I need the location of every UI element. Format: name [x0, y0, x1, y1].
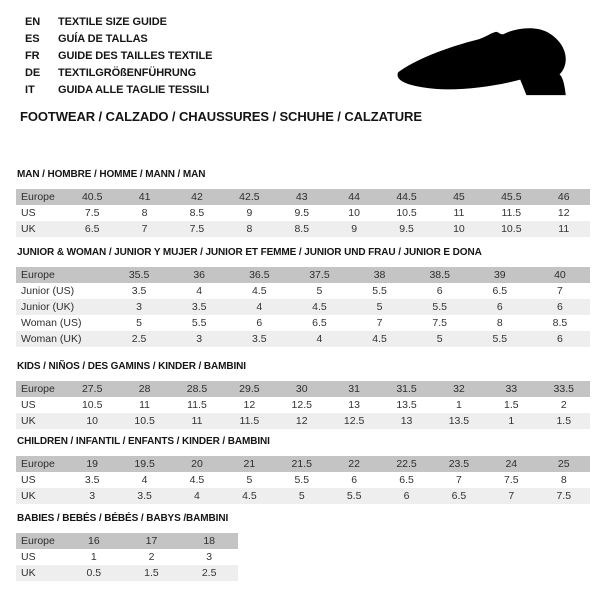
size-cell: 36.5: [249, 269, 270, 281]
size-cell: 7.5: [556, 490, 572, 502]
size-cell: 6.5: [451, 490, 467, 502]
size-cell: 1.5: [504, 399, 519, 411]
size-cell: 2: [560, 399, 567, 411]
size-cell: 11: [453, 207, 465, 219]
table-row: [16, 456, 590, 472]
table-row: [16, 299, 590, 315]
size-cell: 22.5: [396, 458, 417, 470]
table-row: [16, 267, 590, 283]
table-row: [16, 283, 590, 299]
size-cell: 8.5: [189, 207, 205, 219]
size-cell: 3.5: [252, 333, 267, 345]
table-row: [16, 221, 590, 237]
size-cell: 8.5: [552, 317, 568, 329]
size-cell: 18: [203, 535, 215, 547]
size-table-children: [16, 456, 590, 504]
row-label-cell: Junior (UK): [21, 301, 75, 313]
table-row: [16, 549, 238, 565]
size-cell: 6: [496, 301, 503, 313]
size-cell: 23.5: [448, 458, 470, 470]
size-cell: 4: [194, 490, 200, 502]
size-cell: 1: [456, 399, 462, 411]
size-cell: 22: [348, 458, 360, 470]
size-cell: 5: [136, 317, 142, 329]
size-cell: 3.5: [137, 490, 152, 502]
size-cell: 7: [557, 285, 563, 297]
size-cell: 44.5: [396, 191, 417, 203]
size-cell: 40.5: [81, 191, 103, 203]
row-label-cell: UK: [21, 567, 36, 579]
table-row: [16, 331, 590, 347]
size-cell: 21.5: [291, 458, 312, 470]
size-cell: 3.5: [191, 301, 207, 313]
language-code: EN: [25, 15, 41, 28]
size-cell: 4: [196, 285, 203, 297]
size-cell: 6: [256, 317, 263, 329]
row-label-cell: UK: [21, 223, 36, 235]
row-label-cell: US: [21, 474, 36, 486]
size-cell: 3: [136, 301, 142, 313]
size-cell: 10.5: [81, 399, 103, 411]
row-label-cell: Europe: [21, 458, 55, 470]
size-cell: 9: [246, 207, 253, 219]
row-label-cell: Woman (UK): [21, 333, 82, 345]
section-children: [16, 436, 590, 504]
row-label-cell: Europe: [21, 383, 55, 395]
size-cell: 20: [191, 458, 203, 470]
size-cell: 7: [376, 317, 383, 329]
size-cell: 7: [508, 490, 515, 502]
row-label-cell: Junior (US): [21, 285, 75, 297]
size-cell: 11: [191, 415, 203, 427]
size-table-babies: [16, 533, 238, 581]
section-babies: [16, 513, 238, 581]
row-label-cell: Europe: [21, 269, 55, 281]
language-label: TEXTILGRÖßENFÜHRUNG: [58, 66, 197, 79]
language-row-fr: [25, 47, 212, 64]
size-cell: 30: [295, 383, 308, 395]
size-cell: 4: [141, 474, 148, 486]
size-cell: 7.5: [432, 317, 447, 329]
section-title: BABIES / BEBÉS / BÉBÉS / BABYS /BAMBINI: [17, 513, 229, 524]
size-cell: 7.5: [189, 223, 205, 235]
size-cell: 2.5: [131, 333, 147, 345]
size-cell: 4: [256, 301, 263, 313]
section-man: [16, 169, 590, 237]
table-row: [16, 315, 590, 331]
size-cell: 6.5: [312, 317, 327, 329]
size-cell: 12: [295, 415, 308, 427]
section-title: KIDS / NIÑOS / DES GAMINS / KINDER / BAMBINI: [17, 361, 246, 372]
size-cell: 45.5: [501, 191, 522, 203]
row-label-cell: US: [21, 399, 36, 411]
size-cell: 28: [138, 383, 151, 395]
size-cell: 1.5: [556, 415, 572, 427]
size-cell: 7.5: [504, 474, 519, 486]
size-cell: 44: [348, 191, 360, 203]
size-cell: 31.5: [396, 383, 417, 395]
size-cell: 35.5: [128, 269, 150, 281]
section-junior-woman: [16, 247, 590, 347]
table-row: [16, 565, 238, 581]
row-label-cell: US: [21, 207, 36, 219]
table-row: [16, 397, 590, 413]
size-cell: 5.5: [492, 333, 508, 345]
size-cell: 12: [557, 207, 570, 219]
language-row-de: [25, 64, 212, 81]
size-cell: 42.5: [239, 191, 260, 203]
row-label-cell: Europe: [21, 191, 55, 203]
size-cell: 7: [456, 474, 462, 486]
size-cell: 5: [376, 301, 383, 313]
size-cell: 12.5: [291, 399, 312, 411]
language-code: IT: [25, 83, 35, 96]
size-cell: 19.5: [134, 458, 155, 470]
size-cell: 16: [87, 535, 100, 547]
row-label-cell: US: [21, 551, 36, 563]
size-cell: 45: [453, 191, 465, 203]
size-cell: 27.5: [81, 383, 103, 395]
size-cell: 10.5: [396, 207, 417, 219]
size-cell: 11: [139, 399, 151, 411]
size-cell: 13.5: [396, 399, 417, 411]
size-cell: 11.5: [501, 207, 522, 219]
size-cell: 13: [400, 415, 413, 427]
size-cell: 5: [436, 333, 443, 345]
size-cell: 36: [193, 269, 206, 281]
size-cell: 13.5: [448, 415, 470, 427]
table-row: [16, 381, 590, 397]
row-label-cell: UK: [21, 490, 36, 502]
language-code: DE: [25, 66, 41, 79]
size-cell: 5.5: [191, 317, 207, 329]
table-row: [16, 472, 590, 488]
size-cell: 1: [508, 415, 515, 427]
size-cell: 5.5: [346, 490, 362, 502]
table-row: [16, 488, 590, 504]
size-cell: 7.5: [84, 207, 100, 219]
size-cell: 8.5: [294, 223, 310, 235]
table-row: [16, 189, 590, 205]
size-cell: 8: [496, 317, 503, 329]
size-cell: 11.5: [239, 415, 260, 427]
size-cell: 6: [436, 285, 443, 297]
size-cell: 43: [295, 191, 308, 203]
size-cell: 33.5: [553, 383, 574, 395]
size-cell: 24: [505, 458, 518, 470]
language-row-es: [25, 30, 212, 47]
size-cell: 9.5: [399, 223, 414, 235]
language-code: ES: [25, 32, 40, 45]
section-kids: [16, 361, 590, 429]
size-cell: 10.5: [501, 223, 522, 235]
section-title: JUNIOR & WOMAN / JUNIOR Y MUJER / JUNIOR ET FEMME / JUNIOR UND FRAU / JUNIOR E DONA: [17, 247, 482, 258]
size-cell: 33: [505, 383, 518, 395]
size-cell: 11: [558, 223, 570, 235]
size-cell: 37.5: [309, 269, 330, 281]
size-cell: 2.5: [201, 567, 217, 579]
size-cell: 6.5: [84, 223, 100, 235]
size-cell: 6: [403, 490, 410, 502]
size-cell: 5: [246, 474, 253, 486]
size-cell: 6: [557, 333, 563, 345]
size-cell: 8: [141, 207, 148, 219]
size-cell: 5: [316, 285, 323, 297]
size-cell: 3: [89, 490, 96, 502]
size-cell: 28.5: [186, 383, 208, 395]
language-label: GUÍA DE TALLAS: [58, 32, 148, 45]
size-cell: 10.5: [134, 415, 155, 427]
size-cell: 1.5: [144, 567, 159, 579]
size-cell: 12: [243, 399, 256, 411]
size-cell: 38.5: [429, 269, 450, 281]
dress-shoe-icon: [396, 25, 573, 98]
section-title: MAN / HOMBRE / HOMME / MANN / MAN: [17, 169, 206, 180]
size-cell: 10: [453, 223, 465, 235]
size-cell: 41: [138, 191, 151, 203]
size-cell: 0.5: [86, 567, 102, 579]
language-code: FR: [25, 49, 40, 62]
size-cell: 6: [351, 474, 358, 486]
size-cell: 38: [373, 269, 386, 281]
language-list: [25, 13, 212, 98]
size-cell: 17: [145, 535, 158, 547]
size-cell: 7: [141, 223, 148, 235]
size-cell: 25: [557, 458, 570, 470]
size-cell: 19: [86, 458, 99, 470]
size-cell: 5.5: [432, 301, 447, 313]
size-cell: 31: [348, 383, 360, 395]
row-label-cell: Europe: [21, 535, 55, 547]
size-cell: 32: [453, 383, 465, 395]
size-cell: 29.5: [239, 383, 260, 395]
size-cell: 1: [90, 551, 97, 563]
size-cell: 21: [243, 458, 256, 470]
size-cell: 12.5: [343, 415, 365, 427]
size-cell: 9.5: [294, 207, 310, 219]
size-table-junior-woman: [16, 267, 590, 347]
size-cell: 10: [86, 415, 99, 427]
size-cell: 6.5: [492, 285, 508, 297]
section-title: CHILDREN / INFANTIL / ENFANTS / KINDER / BAMBINI: [17, 436, 270, 447]
language-row-it: [25, 81, 212, 98]
size-cell: 3.5: [84, 474, 100, 486]
size-cell: 13: [348, 399, 360, 411]
size-cell: 5: [298, 490, 305, 502]
size-cell: 39: [493, 269, 506, 281]
size-table-man: [16, 189, 590, 237]
table-row: [16, 413, 590, 429]
size-cell: 8: [246, 223, 253, 235]
category-heading: FOOTWEAR / CALZADO / CHAUSSURES / SCHUHE / CALZATURE: [20, 109, 422, 124]
language-row-en: [25, 13, 212, 30]
size-cell: 8: [560, 474, 567, 486]
table-row: [16, 533, 238, 549]
size-cell: 3: [206, 551, 213, 563]
size-cell: 4.5: [372, 333, 387, 345]
size-cell: 3: [196, 333, 203, 345]
size-cell: 9: [351, 223, 358, 235]
size-cell: 46: [557, 191, 570, 203]
language-label: TEXTILE SIZE GUIDE: [58, 15, 167, 28]
size-cell: 5.5: [372, 285, 387, 297]
row-label-cell: Woman (US): [21, 317, 82, 329]
size-cell: 5.5: [294, 474, 310, 486]
size-cell: 4: [316, 333, 323, 345]
size-cell: 3.5: [131, 285, 147, 297]
size-cell: 42: [191, 191, 203, 203]
size-cell: 6: [557, 301, 563, 313]
size-table-kids: [16, 381, 590, 429]
size-cell: 4.5: [242, 490, 257, 502]
language-label: GUIDE DES TAILLES TEXTILE: [58, 49, 213, 62]
row-label-cell: UK: [21, 415, 36, 427]
size-cell: 4.5: [189, 474, 205, 486]
table-row: [16, 205, 590, 221]
size-cell: 4.5: [252, 285, 267, 297]
size-cell: 11.5: [187, 399, 207, 411]
size-cell: 4.5: [312, 301, 327, 313]
language-label: GUIDA ALLE TAGLIE TESSILI: [58, 83, 210, 96]
size-cell: 2: [148, 551, 155, 563]
size-cell: 40: [554, 269, 566, 281]
size-cell: 6.5: [399, 474, 414, 486]
size-cell: 10: [348, 207, 360, 219]
